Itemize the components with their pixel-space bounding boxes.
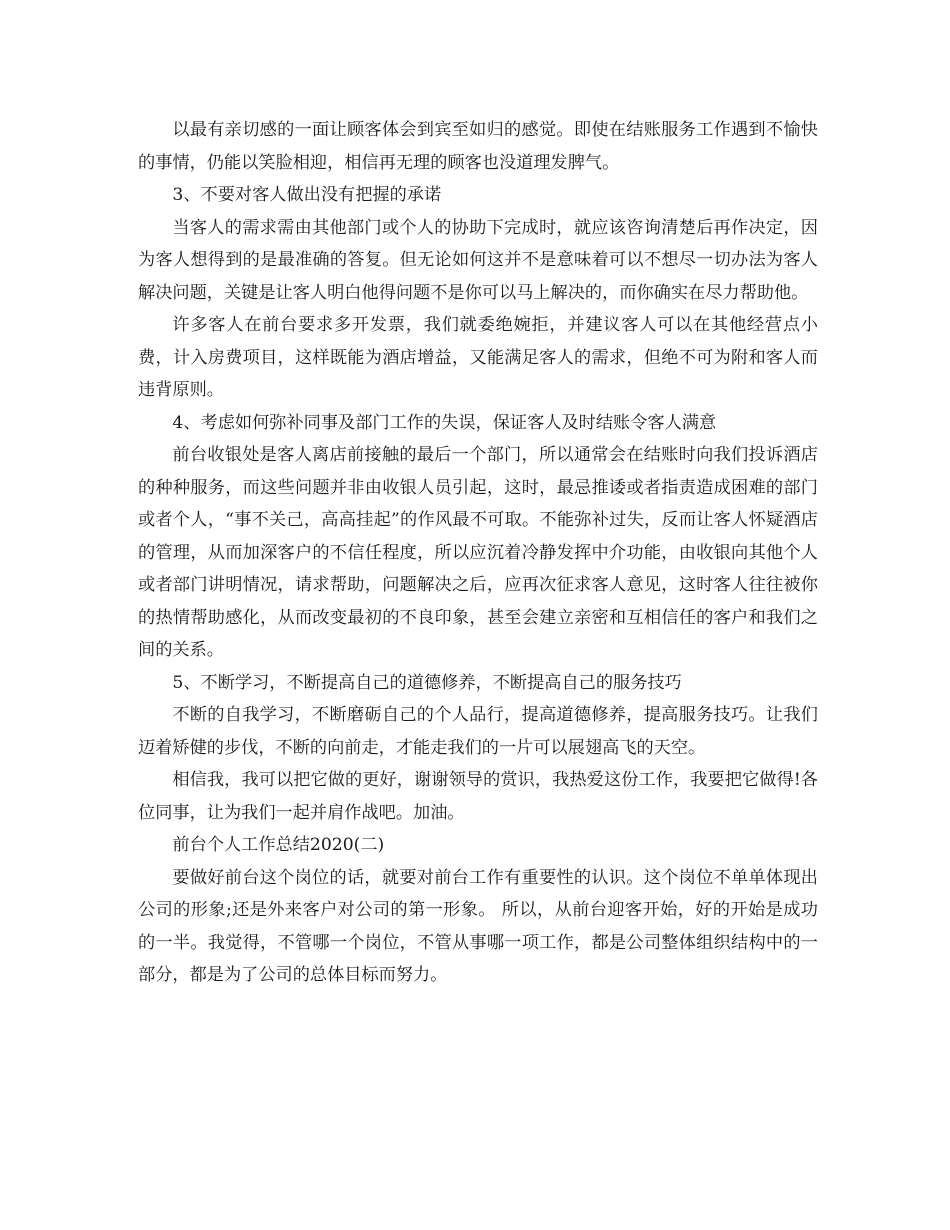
paragraph: 要做好前台这个岗位的话，就要对前台工作有重要性的认识。这个岗位不单单体现出公司的形象;还是外来客户对公司的第一形象。 所以，从前台迎客开始，好的开始是成功的一半。我觉得，不管哪一个岗位，不管从事哪一项工作，都是公司整体组织结构中的一部分，都是为了公司的总体目标而努力。 — [138, 867, 818, 985]
paragraph: 当客人的需求需由其他部门或个人的协助下完成时，就应该咨询清楚后再作决定，因为客人想得到的是最准确的答复。但无论如何这并不是意味着可以不想尽一切办法为客人解决问题，关键是让客人明白他得问题不是你可以马上解决的，而你确实在尽力帮助他。 — [138, 217, 818, 303]
document-body — [138, 114, 818, 992]
section-heading-4: 4、考虑如何弥补同事及部门工作的失误，保证客人及时结账令客人满意 — [172, 412, 717, 433]
paragraph: 不断的自我学习，不断磨砺自己的个人品行，提高道德修养，提高服务技巧。让我们迈着矫健的步伐，不断的向前走，才能走我们的一片可以展翅高飞的天空。 — [138, 705, 818, 758]
section-heading-5: 5、不断学习，不断提高自己的道德修养，不断提高自己的服务技巧 — [172, 672, 682, 693]
document-subtitle: 前台个人工作总结2020(二) — [172, 835, 385, 855]
paragraph: 许多客人在前台要求多开发票，我们就委绝婉拒，并建议客人可以在其他经营点小费，计入房费项目，这样既能为酒店增益，又能满足客人的需求，但绝不可为附和客人而违背原则。 — [138, 315, 818, 400]
paragraph: 前台收银处是客人离店前接触的最后一个部门，所以通常会在结账时向我们投诉酒店的种种服务，而这些问题并非由收银人员引起，这时，最忌推诿或者指责造成困难的部门或者个人，“事不关己，高高挂起”的作风最不可取。不能弥补过失，反而让客人怀疑酒店的管理，从而加深客户的不信任程度，所以应沉着冷静发挥中介功能，由收银向其他个人或者部门讲明情况，请求帮助，问题解决之后，应再次征求客人意见，这时客人往往被你的热情帮助感化，从而改变最初的不良印象，甚至会建立亲密和互相信任的客户和我们之间的关系。 — [138, 445, 818, 660]
section-heading-3: 3、不要对客人做出没有把握的承诺 — [172, 185, 442, 205]
paragraph: 相信我，我可以把它做的更好，谢谢领导的赏识，我热爱这份工作，我要把它做得!各位同事，让为我们一起并肩作战吧。加油。 — [138, 770, 818, 823]
paragraph-continuation: 以最有亲切感的一面让顾客体会到宾至如归的感觉。即使在结账服务工作遇到不愉快的事情，仍能以笑脸相迎，相信再无理的顾客也没道理发脾气。 — [138, 120, 818, 173]
